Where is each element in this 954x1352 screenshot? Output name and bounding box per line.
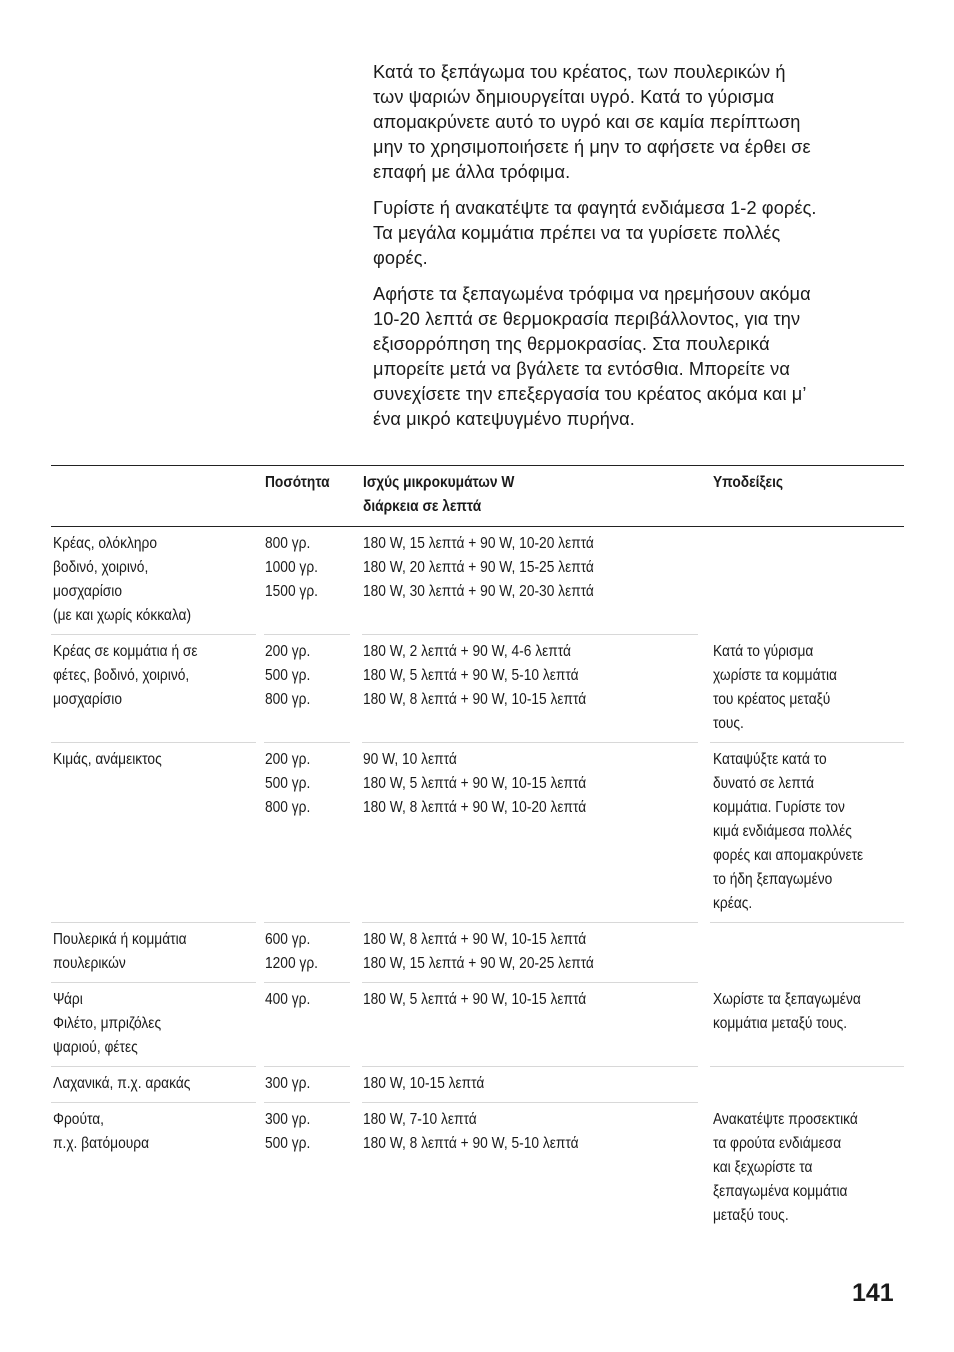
notes-cell — [710, 1067, 904, 1103]
cell-line: Κιμάς, ανάμεικτος — [53, 751, 162, 768]
cell-line: Κατά το γύρισμα — [713, 643, 814, 660]
cell-line: 180 W, 15 λεπτά + 90 W, 10-20 λεπτά — [363, 535, 594, 552]
settings-cell — [362, 923, 698, 983]
cell-line: Καταψύξτε κατά το — [713, 751, 827, 768]
cell-line: ψαριού, φέτες — [53, 1039, 138, 1056]
cell-line: Χωρίστε τα ξεπαγωμένα — [713, 991, 861, 1008]
cell-line: κομμάτια μεταξύ τους. — [713, 1015, 848, 1032]
intro-line: 10-20 λεπτά σε θερμοκρασία περιβάλλοντος, για την — [373, 309, 801, 329]
cell-line: μοσχαρίσιο — [53, 691, 122, 708]
cell-line: 180 W, 8 λεπτά + 90 W, 10-15 λεπτά — [363, 931, 587, 948]
intro-line: μπορείτε μετά να βγάλετε τα εντόσθια. Μπορείτε να — [373, 359, 790, 379]
table-row — [51, 527, 904, 635]
settings-cell — [362, 1103, 698, 1234]
cell-line: χωρίστε τα κομμάτια — [713, 667, 838, 684]
notes-cell — [710, 743, 904, 923]
settings-cell — [362, 1067, 698, 1103]
cell-line: 90 W, 10 λεπτά — [363, 751, 457, 768]
cell-line: 800 γρ. — [265, 691, 311, 708]
notes-cell — [710, 983, 904, 1067]
cell-line: 180 W, 5 λεπτά + 90 W, 10-15 λεπτά — [363, 991, 587, 1008]
header-line: Υποδείξεις — [713, 474, 784, 491]
cell-line: 180 W, 5 λεπτά + 90 W, 10-15 λεπτά — [363, 775, 587, 792]
header-quantity — [264, 466, 350, 526]
cell-line: 180 W, 8 λεπτά + 90 W, 5-10 λεπτά — [363, 1135, 579, 1152]
food-cell — [51, 923, 256, 983]
intro-line: Κατά το ξεπάγωμα του κρέατος, των πουλερικών ή — [373, 62, 786, 82]
quantity-cell — [264, 1067, 350, 1103]
settings-cell — [362, 743, 698, 923]
page-number: 141 — [852, 1279, 894, 1307]
table-header — [51, 466, 904, 527]
cell-line: 180 W, 7-10 λεπτά — [363, 1111, 477, 1128]
intro-paragraph — [373, 282, 901, 432]
food-cell — [51, 527, 256, 635]
cell-line: 600 γρ. — [265, 931, 311, 948]
cell-line: βοδινό, χοιρινό, — [53, 559, 149, 576]
cell-line: 180 W, 20 λεπτά + 90 W, 15-25 λεπτά — [363, 559, 594, 576]
cell-line: κρέας. — [713, 895, 753, 912]
intro-paragraph — [373, 60, 901, 185]
settings-cell — [362, 527, 698, 635]
cell-line: κιμά ενδιάμεσα πολλές — [713, 823, 852, 840]
cell-line: 500 γρ. — [265, 775, 311, 792]
settings-cell — [362, 635, 698, 743]
cell-line: φέτες, βοδινό, χοιρινό, — [53, 667, 190, 684]
table-row — [51, 923, 904, 983]
cell-line: Ανακατέψτε προσεκτικά — [713, 1111, 858, 1128]
cell-line: μοσχαρίσιο — [53, 583, 122, 600]
quantity-cell — [264, 983, 350, 1067]
cell-line: 180 W, 8 λεπτά + 90 W, 10-15 λεπτά — [363, 691, 587, 708]
cell-line: 500 γρ. — [265, 667, 311, 684]
notes-cell — [710, 923, 904, 983]
intro-paragraph — [373, 196, 901, 271]
intro-line: ένα μικρό κατεψυγμένο πυρήνα. — [373, 409, 635, 429]
cell-line: ξεπαγωμένα κομμάτια — [713, 1183, 848, 1200]
food-cell — [51, 1103, 256, 1234]
cell-line: του κρέατος μεταξύ — [713, 691, 831, 708]
cell-line: Λαχανικά, π.χ. αρακάς — [53, 1075, 191, 1092]
defrost-table — [51, 465, 904, 1234]
cell-line: το ήδη ξεπαγωμένο — [713, 871, 833, 888]
food-cell — [51, 1067, 256, 1103]
cell-line: 180 W, 10-15 λεπτά — [363, 1075, 485, 1092]
cell-line: και ξεχωρίστε τα — [713, 1159, 813, 1176]
cell-line: τους. — [713, 715, 744, 732]
quantity-cell — [264, 1103, 350, 1234]
cell-line: Κρέας σε κομμάτια ή σε — [53, 643, 198, 660]
cell-line: 180 W, 15 λεπτά + 90 W, 20-25 λεπτά — [363, 955, 594, 972]
notes-cell — [710, 527, 904, 635]
cell-line: (με και χωρίς κόκκαλα) — [53, 607, 192, 624]
cell-line: 1500 γρ. — [265, 583, 318, 600]
cell-line: Κρέας, ολόκληρο — [53, 535, 157, 552]
cell-line: 300 γρ. — [265, 1111, 311, 1128]
cell-line: 200 γρ. — [265, 643, 311, 660]
header-line: Ισχύς μικροκυμάτων W — [363, 474, 515, 491]
intro-line: Αφήστε τα ξεπαγωμένα τρόφιμα να ηρεμήσουν ακόμα — [373, 284, 811, 304]
cell-line: 180 W, 2 λεπτά + 90 W, 4-6 λεπτά — [363, 643, 571, 660]
cell-line: κομμάτια. Γυρίστε τον — [713, 799, 845, 816]
cell-line: 800 γρ. — [265, 535, 311, 552]
cell-line: 800 γρ. — [265, 799, 311, 816]
cell-line: 200 γρ. — [265, 751, 311, 768]
header-line: Ποσότητα — [265, 474, 330, 491]
cell-line: 1200 γρ. — [265, 955, 318, 972]
cell-line: δυνατό σε λεπτά — [713, 775, 815, 792]
intro-line: μην το χρησιμοποιήσετε ή μην το αφήσετε να έρθει σε — [373, 137, 811, 157]
cell-line: 180 W, 30 λεπτά + 90 W, 20-30 λεπτά — [363, 583, 594, 600]
table-row — [51, 743, 904, 923]
intro-line: εξισορρόπηση της θερμοκρασίας. Στα πουλερικά — [373, 334, 770, 354]
header-line: διάρκεια σε λεπτά — [363, 498, 482, 515]
food-cell — [51, 983, 256, 1067]
header-notes — [710, 466, 904, 526]
table-body — [51, 527, 904, 1234]
food-cell — [51, 635, 256, 743]
cell-line: μεταξύ τους. — [713, 1207, 789, 1224]
table-row — [51, 1103, 904, 1234]
table-row — [51, 1067, 904, 1103]
intro-text — [373, 60, 901, 443]
cell-line: Πουλερικά ή κομμάτια — [53, 931, 187, 948]
intro-line: απομακρύνετε αυτό το υγρό και σε καμία περίπτωση — [373, 112, 801, 132]
table-row — [51, 983, 904, 1067]
quantity-cell — [264, 635, 350, 743]
notes-cell — [710, 635, 904, 743]
food-cell — [51, 743, 256, 923]
cell-line: 300 γρ. — [265, 1075, 311, 1092]
quantity-cell — [264, 923, 350, 983]
intro-line: φορές. — [373, 248, 428, 268]
intro-line: Γυρίστε ή ανακατέψτε τα φαγητά ενδιάμεσα 1-2 φορές. — [373, 198, 817, 218]
header-food — [51, 466, 256, 526]
cell-line: 500 γρ. — [265, 1135, 311, 1152]
cell-line: 400 γρ. — [265, 991, 311, 1008]
cell-line: π.χ. βατόμουρα — [53, 1135, 150, 1152]
intro-line: συνεχίσετε την επεξεργασία του κρέατος ακόμα και μ’ — [373, 384, 807, 404]
cell-line: πουλερικών — [53, 955, 126, 972]
settings-cell — [362, 983, 698, 1067]
quantity-cell — [264, 527, 350, 635]
header-power-duration — [362, 466, 698, 526]
intro-line: επαφή με άλλα τρόφιμα. — [373, 162, 571, 182]
cell-line: Ψάρι — [53, 991, 83, 1008]
cell-line: Φρούτα, — [53, 1111, 105, 1128]
cell-line: τα φρούτα ενδιάμεσα — [713, 1135, 842, 1152]
table-row — [51, 635, 904, 743]
intro-line: Τα μεγάλα κομμάτια πρέπει να τα γυρίσετε πολλές — [373, 223, 781, 243]
intro-line: των ψαριών δημιουργείται υγρό. Κατά το γύρισμα — [373, 87, 775, 107]
cell-line: 180 W, 8 λεπτά + 90 W, 10-20 λεπτά — [363, 799, 587, 816]
cell-line: 1000 γρ. — [265, 559, 318, 576]
notes-cell — [710, 1103, 904, 1234]
cell-line: φορές και απομακρύνετε — [713, 847, 864, 864]
cell-line: 180 W, 5 λεπτά + 90 W, 5-10 λεπτά — [363, 667, 579, 684]
cell-line: Φιλέτο, μπριζόλες — [53, 1015, 162, 1032]
quantity-cell — [264, 743, 350, 923]
